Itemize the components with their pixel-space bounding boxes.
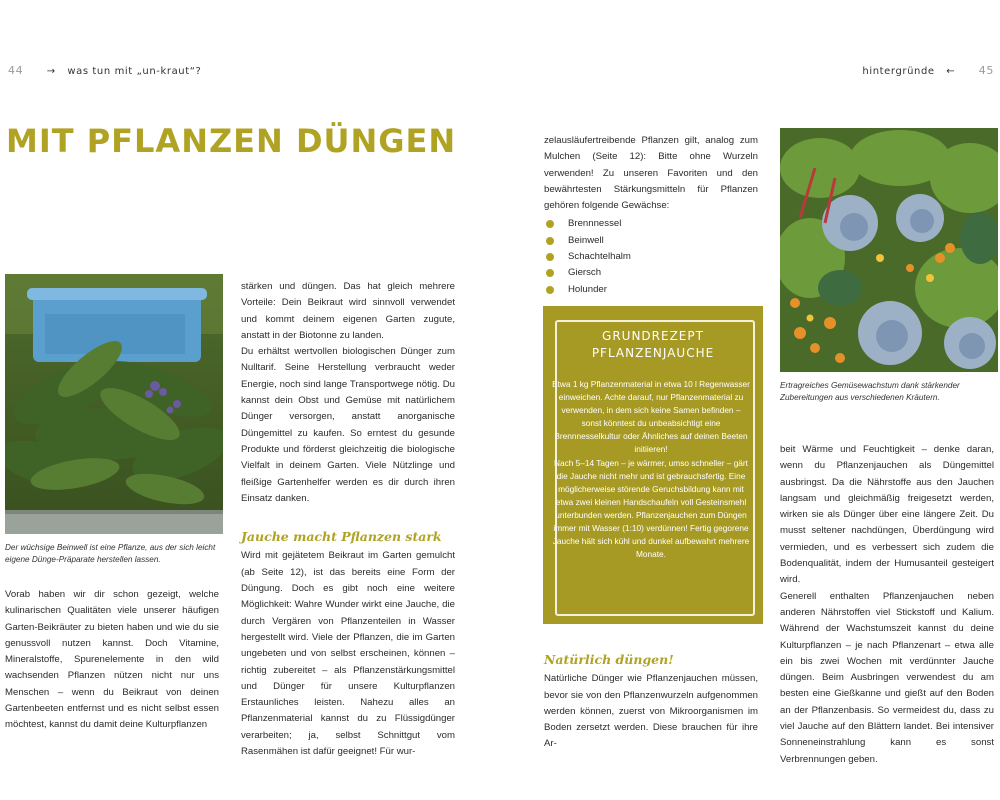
list-item: Beinwell [544, 233, 758, 249]
column-2 [241, 279, 455, 760]
column-4 [780, 442, 994, 768]
comfrey-caption: Der wüchsige Beinwell ist eine Pflanze, aus der sich leicht eigene Dünge-Präparate herstellen lassen. [5, 543, 216, 564]
col2-subheading: Jauche macht Pflanzen stark [241, 529, 442, 545]
bullet-dot-icon [546, 269, 554, 277]
bullet-dot-icon [546, 286, 554, 294]
column-3 [544, 133, 758, 298]
list-item: Giersch [544, 265, 758, 281]
left-chapter-title: was tun mit „un-kraut“? [67, 66, 202, 77]
vegetable-garden-illustration [780, 128, 998, 372]
column-3-bottom [544, 652, 758, 753]
arrow-left-icon: ← [946, 66, 956, 77]
col3-paragraph-1: zelausläufertreibende Pflanzen gilt, analog zum Mulchen (Seite 12): Bitte ohne Wurzeln verwenden! Zu unseren Favoriten und den bewährtesten Stärkungsmitteln für Pflanzen gehören folgende Gewächse: [544, 135, 758, 212]
list-item: Schachtelhalm [544, 249, 758, 265]
list-item: Brennnessel [544, 216, 758, 232]
right-chapter-title: hintergründe [862, 66, 935, 77]
page-title: MIT PFLANZEN DÜNGEN [6, 122, 457, 160]
bullet-dot-icon [546, 237, 554, 245]
col4-paragraph-2: Generell enthalten Pflanzenjauchen neben anderen Nährstoffen viel Stickstoff und Kalium. Während der Wachstumszeit kannst du deine Kulturpflanzen – je nach Pflanzenart – etwa alle ein bis zwei Wochen mit verdünnter Jauche düngen. Beim Ausbringen verwendest du am besten eine Gießkanne und gießt auf den Boden an der Pflanzenbasis. So vermeidest du, dass zu viel Jauche auf den Blättern landet. Bei intensiver Sonneneinstrahlung kann es sonst Verbrennungen geben. [780, 590, 994, 765]
col2-paragraph-1: stärken und düngen. Das hat gleich mehrere Vorteile: Dein Beikraut wird sinnvoll verwendet und kommt deinem eigenen Garten zugute, anstatt in der Biotonne zu landen. [241, 281, 455, 341]
bullet-dot-icon [546, 253, 554, 261]
col2-paragraph-3: Wird mit gejätetem Beikraut im Garten gemulcht (ab Seite 12), ist das bereits eine Form der Düngung. Doch es gibt noch eine weitere Möglichkeit: Wahre Wunder wirkt eine Jauche, die durch Vergären von Pflanzenteilen in Wasser hergestellt wird. Viele der Pflanzen, die im Garten ungebeten und von selbst erscheinen, können – richtig zubereitet – als Pflanzenstärkungsmittel und Dünger für unsere Kulturpflanzen Erstaunliches leisten. Nahezu alles an Pflanzenmaterial kannst du zu Flüssigdünger verarbeiten; ja, selbst Schnittgut vom Rasenmähen ist dafür geeignet! Für wur- [241, 550, 455, 758]
vegetable-garden-photo [780, 128, 998, 372]
col3-subheading: Natürlich düngen! [544, 652, 674, 667]
list-item: Holunder [544, 282, 758, 298]
comfrey-illustration [5, 274, 223, 534]
col4-paragraph-1: beit Wärme und Feuchtigkeit – denke daran, wenn du Pflanzenjauchen als Düngemittel ausbringst. Da die Nährstoffe aus den Jauchen langsam und gleichmäßig freigesetzt werden, wirken sie als Dünger über eine längere Zeit. Du musst seltener nachdüngen, Überdüngung wird vermieden, und es verbessert sich zudem die Bodenqualität, indem der Humusanteil gesteigert wird. [780, 444, 994, 586]
right-page-number: 45 [978, 64, 994, 77]
recipe-text [551, 378, 751, 561]
recipe-title: GRUNDREZEPT PFLANZENJAUCHE [591, 329, 715, 360]
column-1 [5, 587, 219, 734]
recipe-paragraph-2: Nach 5–14 Tagen – je wärmer, umso schneller – gärt die Jauche nicht mehr und ist gebrauchsfertig. Eine möglicherweise störende Geruchsbildung kann mit etwa zwei kleinen Handschaufeln voll Gesteinsmehl unterbunden werden. Pflanzenjauchen zum Düngen immer mit Wasser (1:10) verdünnen! Fertig gegorene Jauche hält sich kühl und dunkel aufbewahrt mehrere Monate. [552, 457, 750, 560]
col2-paragraph-2: Du erhältst wertvollen biologischen Dünger zum Nulltarif. Seine Herstellung verbraucht weder Energie, noch sind lange Transportwege nötig. Du kannst dein Obst und Gemüse mit natürlichem Dünger versorgen, anstatt anorganische Düngemittel zu kaufen. So erntest du gesunde Produkte und förderst gleichzeitig die biologische Vielfalt in deinem Garten. Viele Nützlinge und fleißige Gartenhelfer werden es dir durch ihren Einsatz danken. [241, 346, 455, 504]
recipe-box [543, 306, 763, 624]
bullet-dot-icon [546, 220, 554, 228]
col3-paragraph-2: Natürliche Dünger wie Pflanzenjauchen müssen, bevor sie von den Pflanzenwurzeln aufgenommen werden können, zuerst von Mikroorganismen im Boden zersetzt werden. Diese brauchen für ihre Ar- [544, 673, 758, 750]
vegetable-garden-caption: Ertragreiches Gemüsewachstum dank stärkender Zubereitungen aus verschiedenen Kräutern. [780, 381, 960, 402]
recipe-paragraph-1: Etwa 1 kg Pflanzenmaterial in etwa 10 l Regenwasser einweichen. Achte darauf, nur Pflanzenmaterial zu verwenden, in dem sich keine Samen befinden – sonst könntest du unbeabsichtigt eine Brennnesselkultur oder Ähnliches auf deinen Beeten initiieren! [552, 379, 750, 455]
left-running-header [8, 64, 201, 77]
arrow-right-icon: → [46, 66, 56, 77]
plant-list [544, 216, 758, 297]
col1-paragraph: Vorab haben wir dir schon gezeigt, welche kulinarischen Qualitäten viele unserer häufigen Garten-Beikräuter zu bieten haben und wie du sie genussvoll nutzen kannst. Doch Vitamine, Mineralstoffe, Spurenelemente in den wild wachsenden Pflanzen nützen nicht nur uns Menschen – wenn du Beikraut von deinen Gartenbeeten entfernst und es nicht selbst essen möchtest, kannst du damit deine Kulturpflanzen [5, 589, 219, 731]
left-page-number: 44 [8, 64, 24, 77]
comfrey-photo [5, 274, 223, 534]
right-running-header [862, 64, 994, 77]
